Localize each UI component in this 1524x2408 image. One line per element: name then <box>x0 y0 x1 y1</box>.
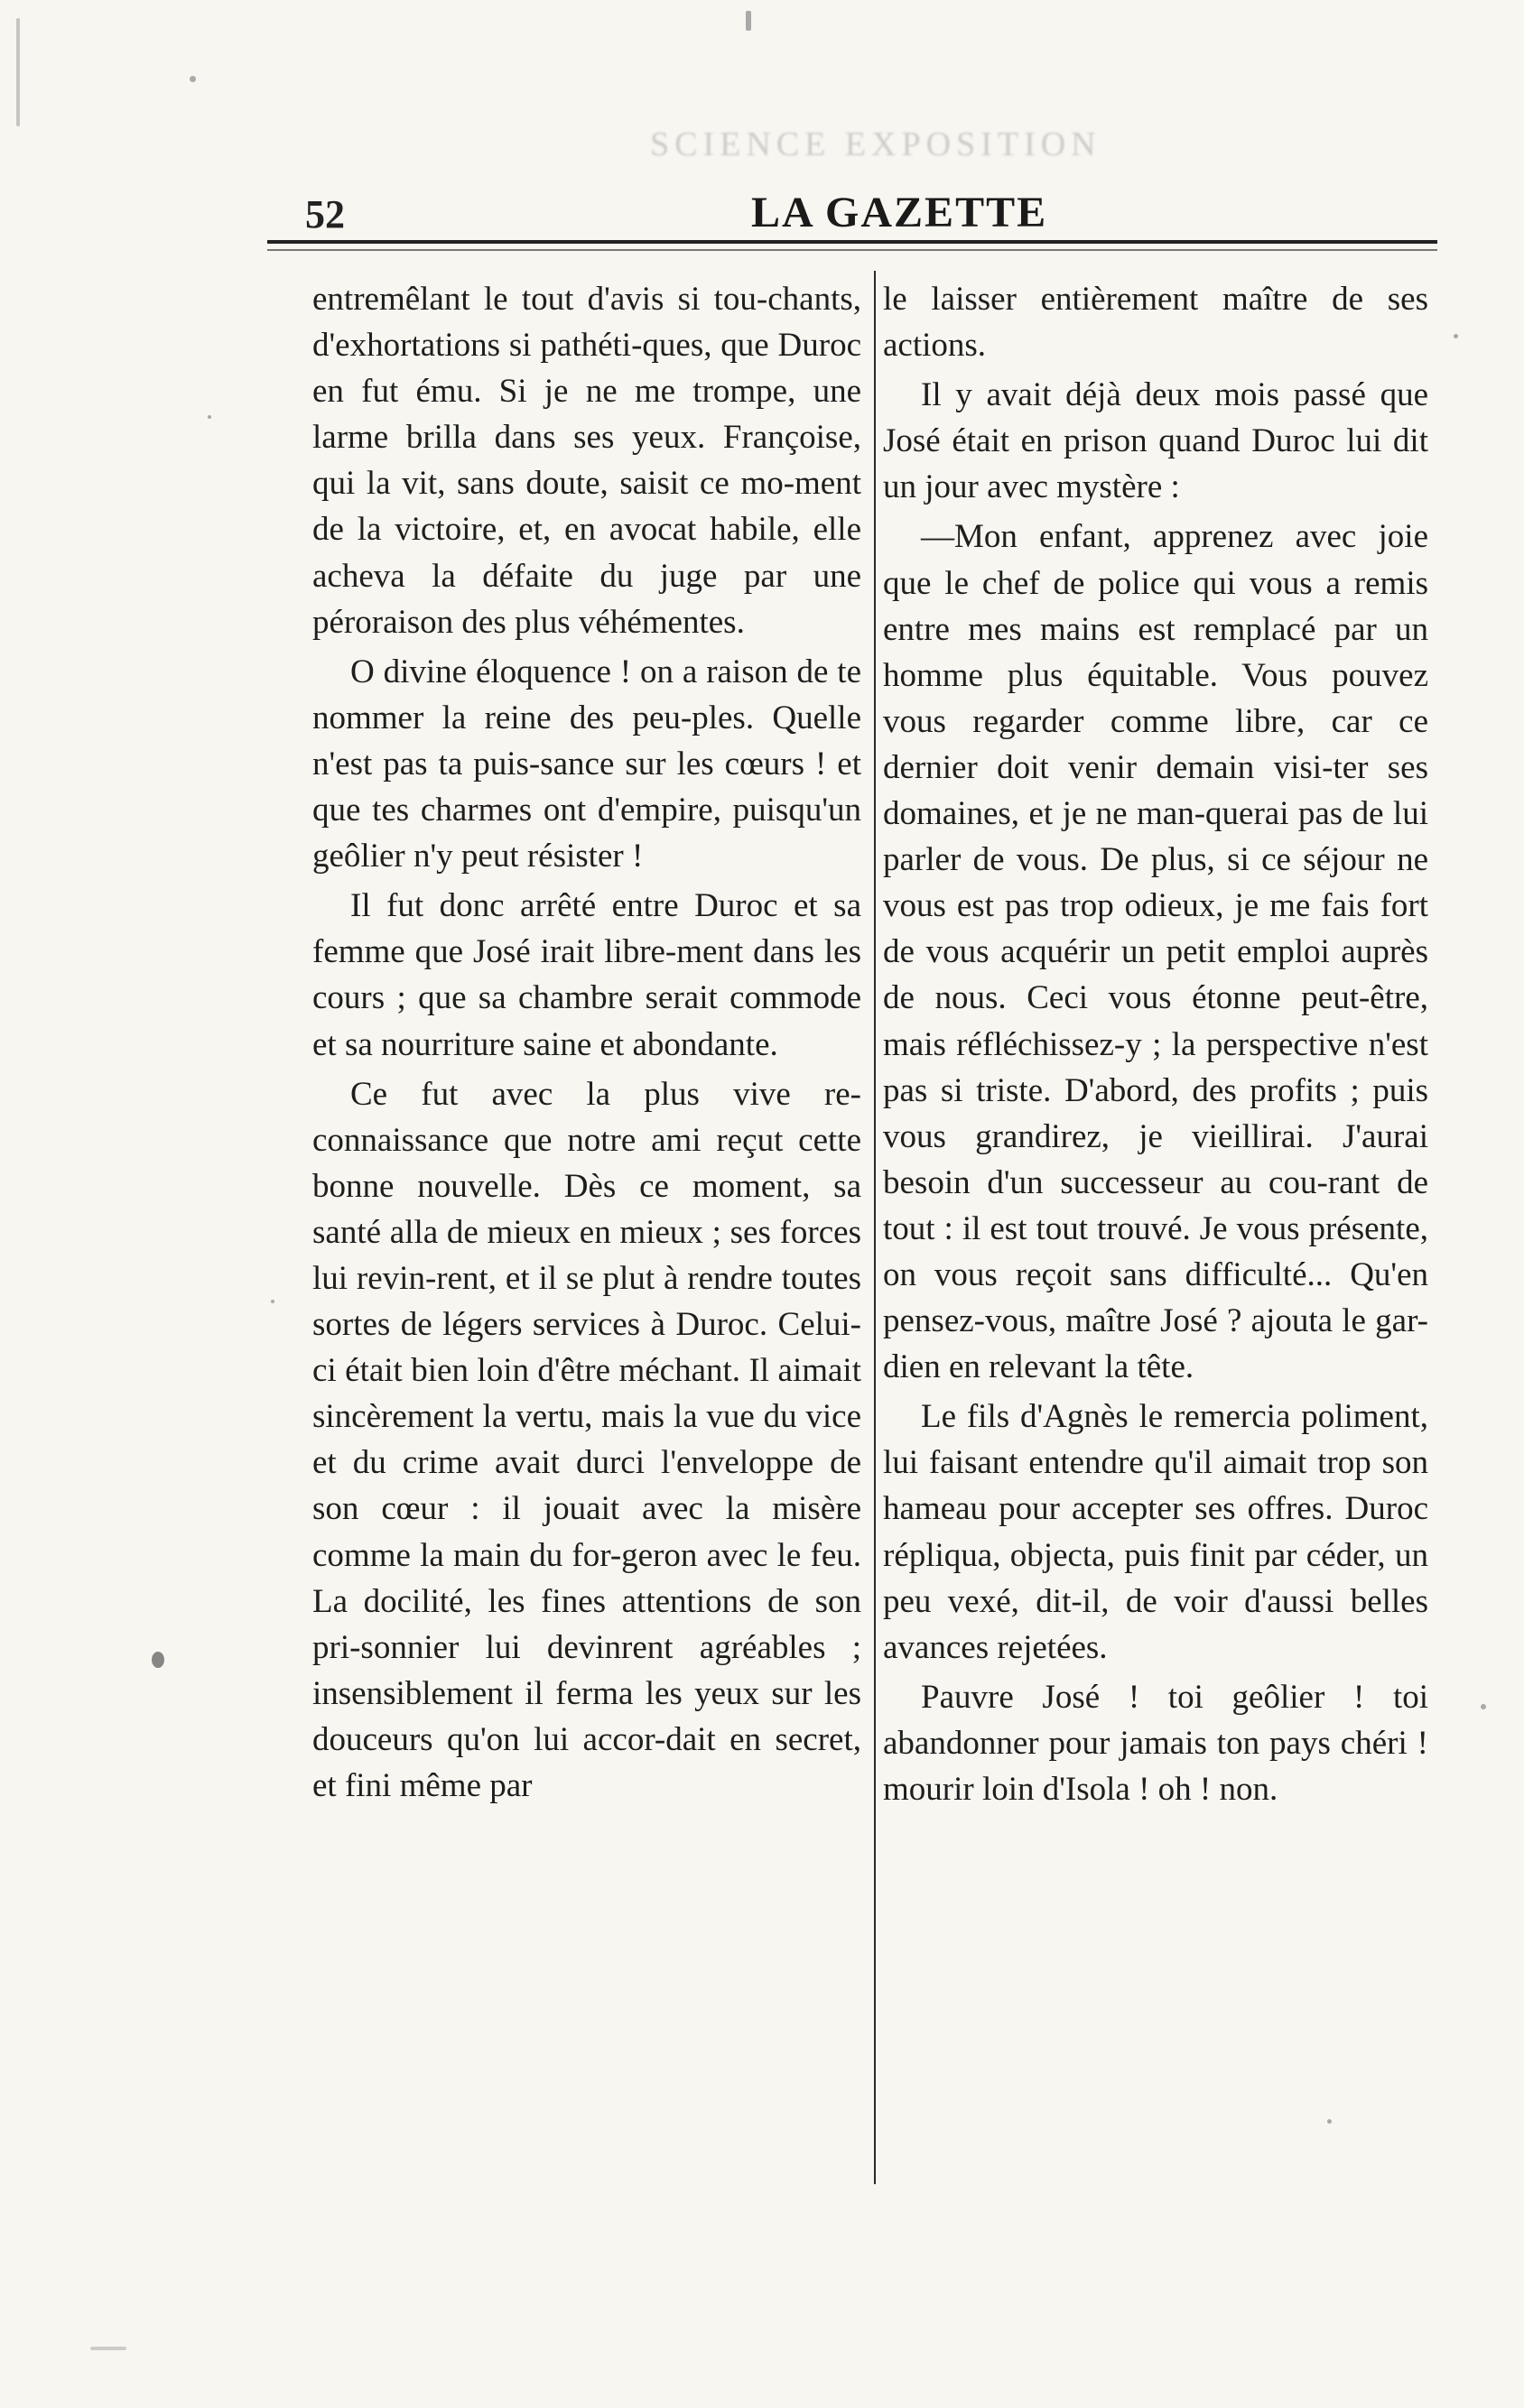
scan-speck <box>90 2347 126 2350</box>
scan-speck <box>208 415 211 419</box>
column-divider <box>874 271 876 2184</box>
header-rule <box>267 240 1437 244</box>
right-column <box>883 276 1428 1816</box>
paragraph: Pauvre José ! toi geôlier ! toi abandonner pour jamais ton pays chéri ! mourir loin d'Isola ! oh ! non. <box>883 1678 1428 1808</box>
paragraph: le laisser entièrement maître de ses actions. <box>883 281 1428 365</box>
scan-speck <box>1454 334 1458 338</box>
header-rule-thin <box>267 249 1437 251</box>
paragraph: —Mon enfant, apprenez avec joie que le chef de police qui vous a remis entre mes mains est remplacé par un homme plus équitable. Vous pouvez vous regarder comme libre, car ce dernier doit venir demain visi-ter ses domaines, et je ne man-querai pas de lui parler de vous. De plus, si ce séjour ne vous est pas trop odieux, je me fais fort de vous acquérir un petit emploi auprès de nous. Ceci vous étonne peut-être, mais réfléchissez-y ; la perspective n'est pas si triste. D'abord, des profits ; puis vous grandirez, je vieillirai. J'aurai besoin d'un successeur au cou-rant de tout : il est tout trouvé. Je vous présente, on vous reçoit sans difficulté... Qu'en pensez-vous, maître José ? ajouta le gar-dien en relevant la tête. <box>883 518 1428 1386</box>
scan-speck <box>1481 1704 1486 1709</box>
scan-speck <box>152 1652 164 1668</box>
paragraph: O divine éloquence ! on a raison de te nommer la reine des peu-ples. Quelle n'est pas ta puis-sance sur les cœurs ! et que tes charmes ont d'empire, puisqu'un geôlier n'y peut résister ! <box>312 653 861 875</box>
running-title: LA GAZETTE <box>751 189 1048 236</box>
scan-speck <box>1327 2119 1332 2124</box>
scan-speck <box>271 1300 274 1303</box>
paragraph: Il fut donc arrêté entre Duroc et sa femme que José irait libre-ment dans les cours ; que sa chambre serait commode et sa nourriture saine et abondante. <box>312 887 861 1063</box>
scan-speck <box>190 76 196 82</box>
bleed-through-header: SCIENCE EXPOSITION <box>650 125 1101 163</box>
scan-speck <box>746 11 751 31</box>
scan-speck <box>16 18 20 126</box>
paragraph: Il y avait déjà deux mois passé que José était en prison quand Duroc lui dit un jour avec mystère : <box>883 376 1428 506</box>
page-number: 52 <box>305 192 345 236</box>
paragraph: Ce fut avec la plus vive re-connaissance que notre ami reçut cette bonne nouvelle. Dès ce moment, sa santé alla de mieux en mieux ; ses forces lui revin-rent, et il se plut à rendre toutes sortes de légers services à Duroc. Celui-ci était bien loin d'être méchant. Il aimait sincèrement la vertu, mais la vue du vice et du crime avait durci l'enveloppe de son cœur : il jouait avec la misère comme la main du for-geron avec le feu. La docilité, les fines attentions de son pri-sonnier lui devinrent agréables ; insensiblement il ferma les yeux sur les douceurs qu'on lui accor-dait en secret, et fini même par <box>312 1075 861 1804</box>
left-column <box>312 276 861 1812</box>
paragraph: entremêlant le tout d'avis si tou-chants, d'exhortations si pathéti-ques, que Duroc en fut ému. Si je ne me trompe, une larme brilla dans ses yeux. Françoise, qui la vit, sans doute, saisit ce mo-ment de la victoire, et, en avocat habile, elle acheva la défaite du juge par une péroraison des plus véhémentes. <box>312 281 861 641</box>
paragraph: Le fils d'Agnès le remercia poliment, lui faisant entendre qu'il aimait trop son hameau pour accepter ses offres. Duroc répliqua, objecta, puis finit par céder, un peu vexé, dit-il, de voir d'aussi belles avances rejetées. <box>883 1398 1428 1666</box>
